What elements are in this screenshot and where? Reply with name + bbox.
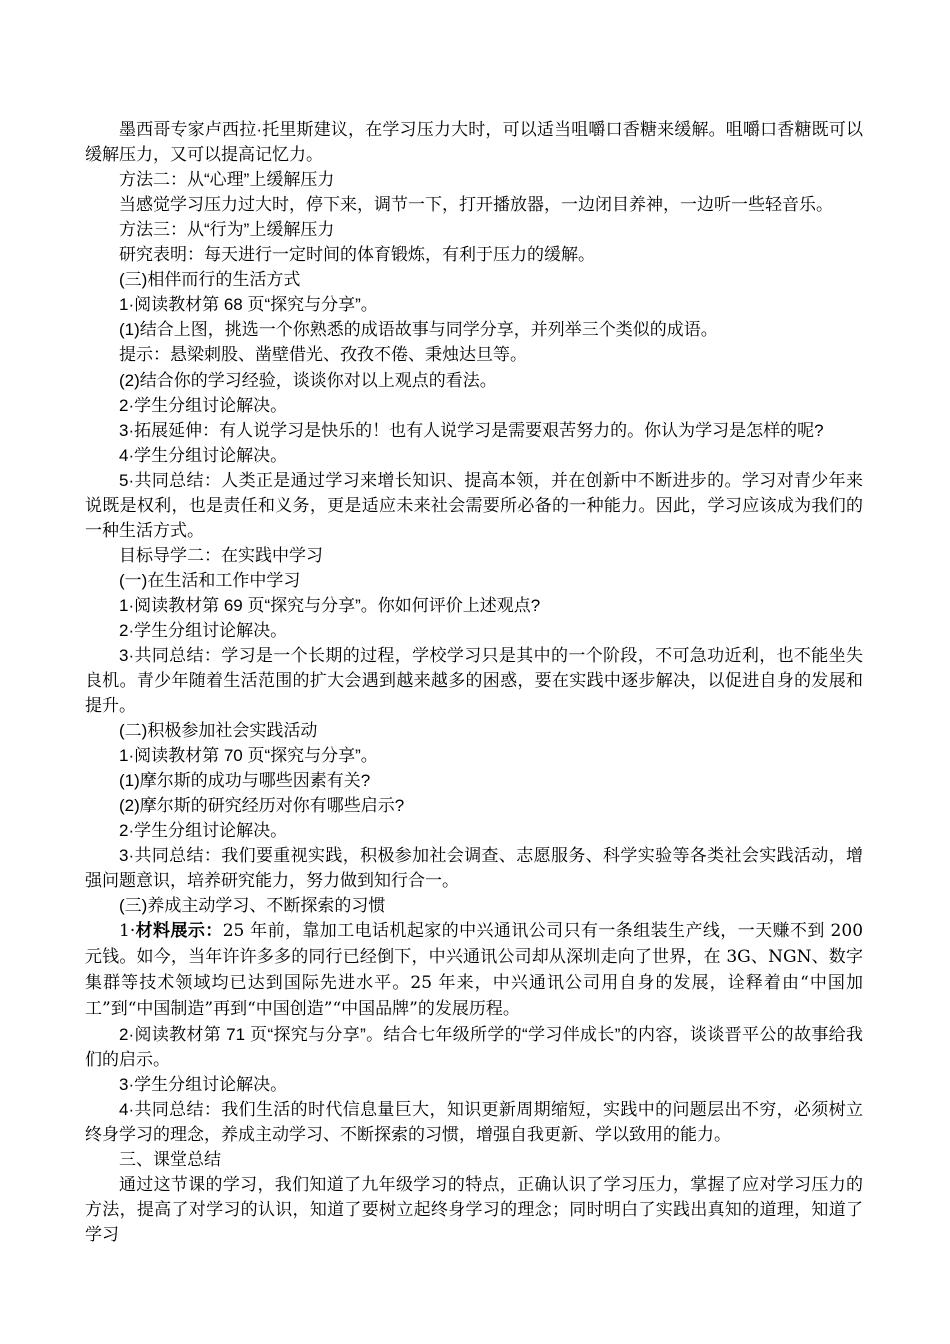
text-segment: 目标导学二：在实践中学习 [119, 546, 323, 565]
paragraph [85, 292, 863, 317]
text-segment: 1· [119, 921, 136, 941]
text-segment: 3·共同总结：我们要重视实践，积极参加社会调查、志愿服务、科学实验等各类社会实践活动，增强问题意识，培养研究能力，努力做到知行合一。 [85, 846, 863, 890]
text-segment: 当感觉学习压力过大时，停下来，调节一下，打开播放器，一边闭目养神，一边听一些轻音乐。 [119, 195, 833, 214]
text-segment: (1)摩尔斯的成功与哪些因素有关? [119, 771, 371, 790]
text-segment: 1·阅读教材第 68 页“探究与分享”。 [119, 295, 378, 314]
text-segment: (二)积极参加社会实践活动 [119, 721, 318, 740]
text-segment: 2·学生分组讨论解决。 [119, 396, 288, 415]
text-segment: (1)结合上图，挑选一个你熟悉的成语故事与同学分享，并列举三个类似的成语。 [119, 320, 718, 339]
paragraph [85, 192, 863, 217]
paragraph [85, 843, 863, 893]
paragraph [85, 117, 863, 167]
text-segment: 2·阅读教材第 71 页“探究与分享”。结合七年级所学的“学习伴成长”的内容，谈谈晋平公的故事给我们的启示。 [85, 1025, 863, 1069]
text-segment: 墨西哥专家卢西拉·托里斯建议，在学习压力大时，可以适当咀嚼口香糖来缓解。咀嚼口香糖既可以缓解压力，又可以提高记忆力。 [85, 120, 863, 164]
paragraph [85, 468, 863, 543]
paragraph [85, 768, 863, 793]
paragraph [85, 443, 863, 468]
paragraph [85, 893, 863, 918]
paragraph [85, 368, 863, 393]
paragraph [85, 643, 863, 718]
paragraph [85, 342, 863, 368]
text-segment: 4·学生分组讨论解决。 [119, 446, 288, 465]
paragraph [85, 818, 863, 843]
document-content [85, 117, 863, 1247]
text-segment: 1·阅读教材第 69 页“探究与分享”。你如何评价上述观点? [119, 596, 541, 615]
text-segment: 5·共同总结：人类正是通过学习来增长知识、提高本领，并在创新中不断进步的。学习对青少年来说既是权利，也是责任和义务，更是适应未来社会需要所必备的一种能力。因此，学习应该成为我们的一种生活方式。 [85, 471, 863, 540]
paragraph [85, 618, 863, 643]
paragraph [85, 543, 863, 568]
text-segment: 2·学生分组讨论解决。 [119, 821, 288, 840]
text-segment: 3·拓展延伸：有人说学习是快乐的！也有人说学习是需要艰苦努力的。你认为学习是怎样的呢? [119, 421, 824, 440]
text-segment: 方法三：从“行为”上缓解压力 [119, 220, 335, 239]
text-segment: 25 年前，靠加工电话机起家的中兴通讯公司只有一条组装生产线，一天赚不到 200 元钱。如今，当年许许多多的同行已经倒下，中兴通讯公司却从深圳走向了世界，在 3G、NGN、数字集群等技术领域均已达到国际先进水平。25 年来，中兴通讯公司用自身的发展，诠释着由“中国加工”到“中国制造”再到“中国创造”“中国品牌”的发展历程。 [85, 921, 864, 1019]
text-segment: 方法二：从“心理”上缓解压力 [119, 170, 335, 189]
text-segment: (三)养成主动学习、不断探索的习惯 [119, 896, 386, 915]
text-segment: (三)相伴而行的生活方式 [119, 270, 301, 289]
text-segment: 1·阅读教材第 70 页“探究与分享”。 [119, 746, 378, 765]
paragraph [85, 918, 863, 1022]
paragraph [85, 1147, 863, 1172]
paragraph [85, 568, 863, 593]
paragraph [85, 393, 863, 418]
paragraph [85, 1072, 863, 1097]
paragraph [85, 1097, 863, 1147]
text-segment: 提示： [119, 345, 170, 364]
text-segment: 研究表明：每天进行一定时间的体育锻炼，有利于压力的缓解。 [119, 245, 595, 264]
paragraph [85, 793, 863, 818]
paragraph [85, 1172, 863, 1247]
paragraph [85, 743, 863, 768]
paragraph [85, 1022, 863, 1072]
text-segment: 3·共同总结：学习是一个长期的过程，学校学习只是其中的一个阶段，不可急功近利，也不能坐失良机。青少年随着生活范围的扩大会遇到越来越多的困惑，要在实践中逐步解决，以促进自身的发展和提升。 [85, 646, 863, 715]
text-segment: (2)结合你的学习经验，谈谈你对以上观点的看法。 [119, 371, 497, 390]
text-segment: 3·学生分组讨论解决。 [119, 1075, 288, 1094]
text-segment: (2)摩尔斯的研究经历对你有哪些启示? [119, 796, 405, 815]
paragraph [85, 317, 863, 342]
text-segment: 通过这节课的学习，我们知道了九年级学习的特点，正确认识了学习压力，掌握了应对学习压力的方法，提高了对学习的认识，知道了要树立起终身学习的理念；同时明白了实践出真知的道理，知道了学习 [85, 1175, 863, 1244]
paragraph [85, 593, 863, 618]
text-segment: 4·共同总结：我们生活的时代信息量巨大，知识更新周期缩短，实践中的问题层出不穷，必须树立终身学习的理念，养成主动学习、不断探索的习惯，增强自我更新、学以致用的能力。 [85, 1100, 863, 1144]
paragraph [85, 718, 863, 743]
paragraph [85, 267, 863, 292]
paragraph [85, 217, 863, 242]
text-segment: (一)在生活和工作中学习 [119, 571, 301, 590]
text-segment: 悬梁刺股、凿壁借光、孜孜不倦、秉烛达旦等。 [170, 345, 527, 365]
paragraph [85, 242, 863, 267]
text-segment: 材料展示： [135, 921, 223, 941]
text-segment: 2·学生分组讨论解决。 [119, 621, 288, 640]
text-segment: 三、课堂总结 [119, 1150, 221, 1169]
paragraph [85, 167, 863, 192]
paragraph [85, 418, 863, 443]
